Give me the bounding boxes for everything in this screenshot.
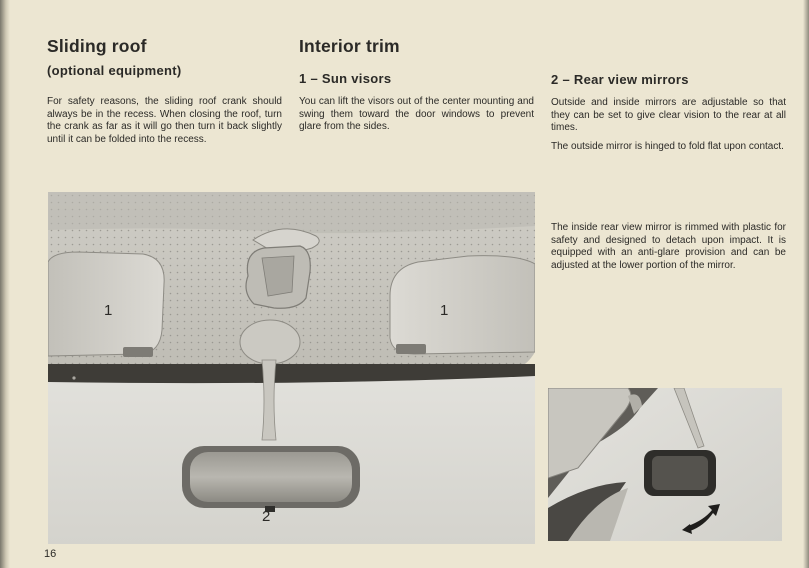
callout-right-visor: 1	[440, 302, 449, 319]
rear-view-mirrors-paragraph-2: The outside mirror is hinged to fold flat upon contact.	[551, 140, 784, 152]
page-binding-shadow	[0, 0, 10, 568]
callout-mirror: 2	[262, 508, 271, 525]
rear-view-mirrors-text-bottom	[551, 222, 786, 278]
callout-left-visor: 1	[104, 302, 113, 319]
rear-view-mirrors-heading: 2 – Rear view mirrors	[551, 72, 689, 87]
mirror-stem	[262, 360, 276, 440]
rear-view-mirrors-paragraph-3: The inside rear view mirror is rimmed with plastic for safety and designed to detach upon impact. It is equipped with an anti-glare provision and can be adjusted at the lower portion of the mirror.	[551, 222, 786, 271]
mirror-stem-base	[240, 320, 300, 364]
sliding-roof-paragraph: For safety reasons, the sliding roof crank should always be in the recess. When closing the roof, turn the crank as far as it will go then turn it back slightly until it can be folded into the recess.	[47, 96, 282, 145]
rear-view-mirrors-paragraph-1: Outside and inside mirrors are adjustable so that they can be set to give clear vision to the rear at all times.	[551, 97, 786, 134]
sliding-roof-text	[47, 96, 282, 152]
page-number: 16	[44, 548, 57, 560]
page-edge-shadow	[803, 0, 809, 568]
right-sun-visor	[390, 256, 535, 354]
sun-visors-text	[299, 96, 534, 140]
interior-photo	[48, 192, 535, 544]
inside-mirror-glass	[190, 452, 352, 502]
sun-visors-paragraph: You can lift the visors out of the center mounting and swing them toward the door windows to prevent glare from the sides.	[299, 96, 534, 133]
sun-visors-heading: 1 – Sun visors	[299, 71, 392, 86]
mirror-detail-photo	[548, 388, 782, 541]
sliding-roof-subtitle: (optional equipment)	[47, 63, 182, 78]
rear-view-mirrors-text-top	[551, 97, 786, 159]
interior-trim-title: Interior trim	[299, 36, 400, 56]
sliding-roof-title: Sliding roof	[47, 36, 147, 56]
